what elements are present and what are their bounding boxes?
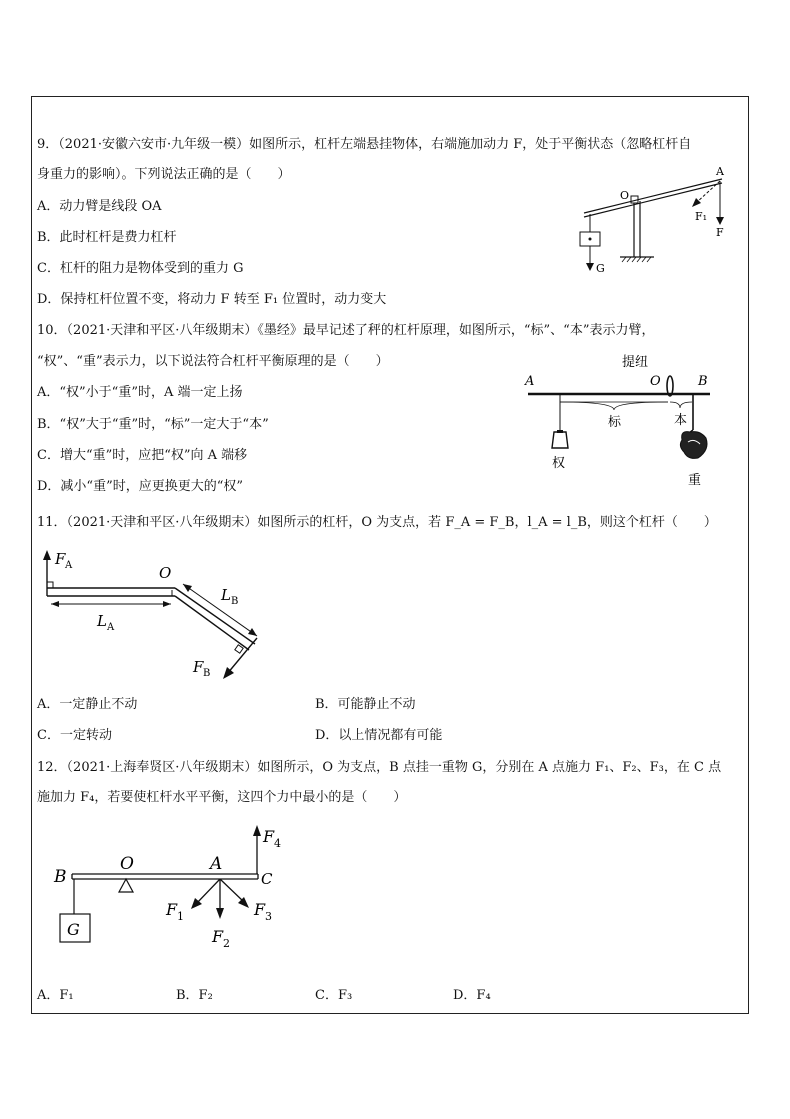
q11-label-fa-sub: A [65, 560, 73, 571]
q10-label-zhong: 重 [688, 473, 702, 488]
q12-label-f4: F [263, 827, 275, 846]
q10-stem-line1: 10．（2021·天津和平区·八年级期末）《墨经》最早记述了秤的杠杆原理，如图所示，“标”、“本”表示力臂， [37, 323, 655, 338]
q10-label-a: A [525, 374, 535, 389]
q9-option-b[interactable]: B．此时杠杆是费力杠杆 [37, 230, 177, 245]
q11-label-lb: L [221, 586, 231, 604]
q9-option-d[interactable]: D．保持杠杆位置不变，将动力 F 转至 F₁ 位置时，动力变大 [37, 292, 387, 307]
q10-stem-line2: “权”、“重”表示力，以下说法符合杠杆平衡原理的是（ ） [37, 354, 389, 369]
q10-label-biao: 标 [608, 415, 622, 430]
q9-stem-line2: 身重力的影响）。下列说法正确的是（ ） [37, 167, 291, 182]
q9-label-g: G [596, 262, 605, 275]
q10-label-ben: 本 [674, 413, 688, 428]
q11-label-fa: F [55, 550, 66, 568]
q12-label-a: A [210, 854, 223, 874]
q12-label-f3-sub: 3 [265, 910, 272, 923]
q12-lever-figure [50, 822, 300, 957]
q11-option-b[interactable]: B．可能静止不动 [315, 697, 416, 712]
q9-label-f: F [716, 226, 724, 239]
q11-option-a[interactable]: A．一定静止不动 [37, 697, 138, 712]
q12-stem-line2: 施加力 F₄，若要使杠杆水平平衡，这四个力中最小的是（ ） [37, 790, 407, 805]
q12-label-g: G [67, 920, 80, 939]
q9-option-a[interactable]: A．动力臂是线段 OA [37, 199, 162, 214]
q10-label-quan: 权 [552, 456, 566, 471]
q11-option-d[interactable]: D．以上情况都有可能 [315, 728, 443, 743]
q11-stem-line1: 11．（2021·天津和平区·八年级期末）如图所示的杠杆，O 为支点，若 F_A = F_B，l_A = l_B，则这个杠杆（ ） [37, 515, 717, 530]
q12-label-f1: F [166, 900, 178, 919]
q10-option-b[interactable]: B．“权”大于“重”时，“标”一定大于“本” [37, 417, 269, 432]
q11-label-fb-sub: B [203, 668, 211, 679]
q12-label-f1-sub: 1 [177, 910, 184, 923]
q11-option-c[interactable]: C．一定转动 [37, 728, 112, 743]
q12-label-f4-sub: 4 [274, 837, 281, 850]
q10-option-a[interactable]: A．“权”小于“重”时，A 端一定上扬 [37, 385, 243, 400]
q10-label-b: B [698, 374, 708, 389]
q10-steelyard-figure [520, 350, 730, 490]
q9-lever-figure [570, 165, 750, 275]
q11-label-la-sub: A [107, 622, 115, 633]
q10-option-d[interactable]: D．减小“重”时，应更换更大的“权” [37, 479, 244, 494]
q9-stem-line1: 9．（2021·安徽六安市·九年级一模）如图所示，杠杆左端悬挂物体，右端施加动力 F，处于平衡状态（忽略杠杆自 [37, 137, 692, 152]
q12-option-b[interactable]: B．F₂ [176, 988, 213, 1003]
q11-label-fb: F [193, 658, 204, 676]
q9-option-c[interactable]: C．杠杆的阻力是物体受到的重力 G [37, 261, 244, 276]
q9-label-o: O [620, 189, 630, 202]
q12-label-f2: F [212, 927, 224, 946]
q10-label-tiniu: 提纽 [622, 355, 649, 370]
q12-option-d[interactable]: D．F₄ [453, 988, 491, 1003]
q9-label-f1: F₁ [695, 210, 708, 223]
q11-bent-lever-figure [35, 548, 275, 683]
q12-option-c[interactable]: C．F₃ [315, 988, 353, 1003]
q11-label-lb-sub: B [231, 596, 239, 607]
q12-option-a[interactable]: A．F₁ [37, 988, 74, 1003]
q9-label-a: A [716, 165, 724, 178]
q12-label-o: O [120, 854, 134, 874]
q10-label-o: O [650, 374, 661, 389]
q12-label-b: B [54, 867, 67, 887]
q12-stem-line1: 12．（2021·上海奉贤区·八年级期末）如图所示，O 为支点，B 点挂一重物 G，分别在 A 点施力 F₁、F₂、F₃，在 C 点 [37, 760, 722, 775]
q12-label-c: C [261, 870, 273, 888]
q11-label-la: L [97, 612, 107, 630]
q12-label-f2-sub: 2 [223, 937, 230, 950]
q12-label-f3: F [254, 900, 266, 919]
q11-label-o: O [159, 564, 172, 582]
q10-option-c[interactable]: C．增大“重”时，应把“权”向 A 端移 [37, 448, 248, 463]
